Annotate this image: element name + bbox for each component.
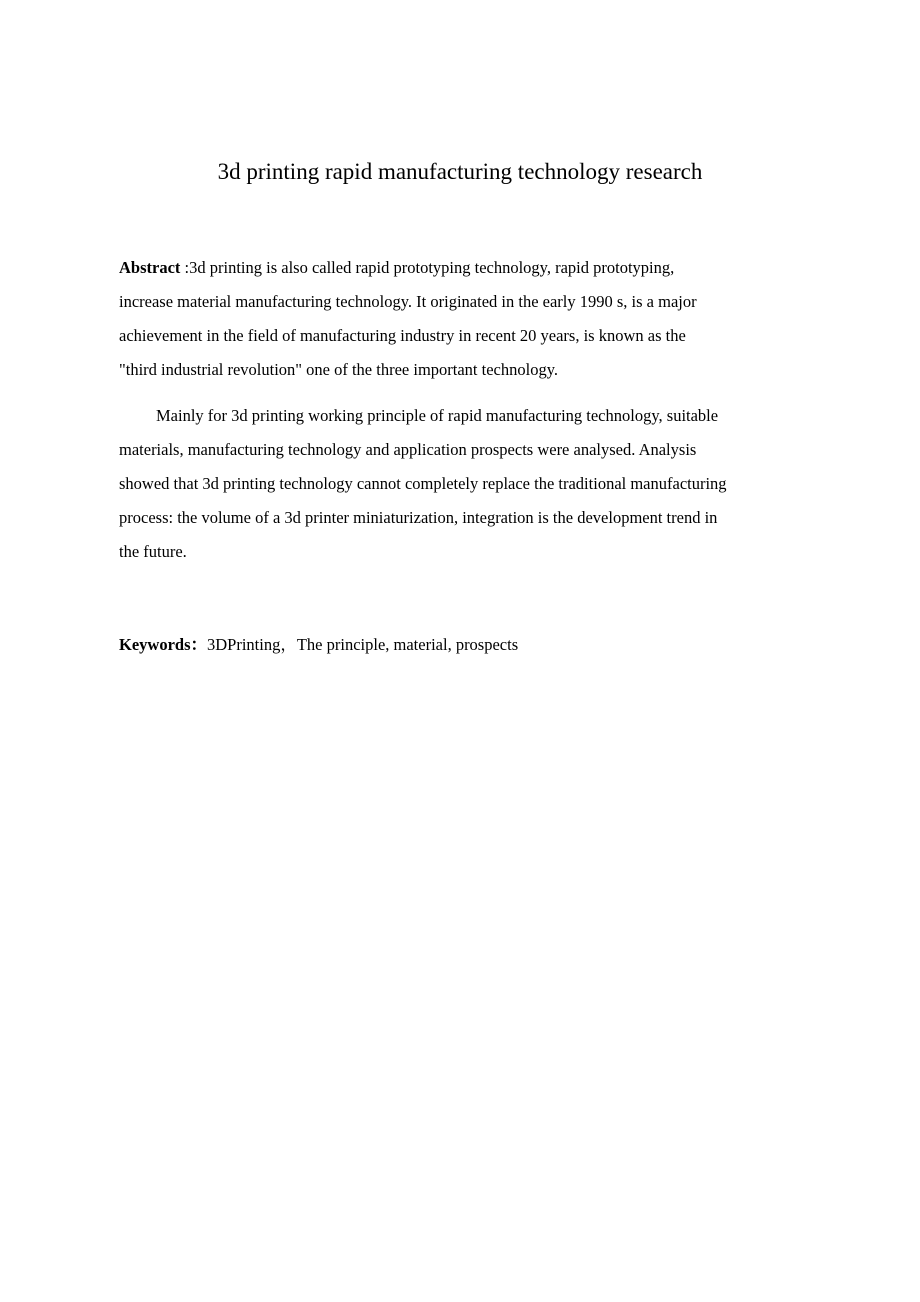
keywords-line bbox=[119, 628, 518, 662]
keywords-text: 3DPrinting，The principle, material, prospects bbox=[207, 635, 519, 654]
paper-title: 3d printing rapid manufacturing technology research bbox=[217, 159, 703, 184]
summary-line: materials, manufacturing technology and application prospects were analysed. Analysis bbox=[119, 440, 697, 459]
abstract-line: increase material manufacturing technology. It originated in the early 1990 s, is a major bbox=[119, 292, 697, 311]
abstract-paragraph bbox=[119, 251, 819, 387]
abstract-line: "third industrial revolution" one of the three important technology. bbox=[119, 360, 559, 379]
summary-line: showed that 3d printing technology cannot completely replace the traditional manufacturing bbox=[119, 474, 727, 493]
abstract-label: Abstract bbox=[119, 258, 181, 277]
summary-paragraph bbox=[119, 399, 819, 569]
summary-line: process: the volume of a 3d printer miniaturization, integration is the development trend in bbox=[119, 508, 718, 527]
summary-line: Mainly for 3d printing working principle of rapid manufacturing technology, suitable bbox=[156, 406, 719, 425]
abstract-line-text: :3d printing is also called rapid prototyping technology, rapid prototyping, bbox=[180, 258, 675, 277]
summary-line: the future. bbox=[119, 542, 187, 561]
abstract-line bbox=[119, 251, 819, 285]
keywords-label: Keywords： bbox=[119, 635, 207, 654]
abstract-line: achievement in the field of manufacturing industry in recent 20 years, is known as the bbox=[119, 326, 686, 345]
